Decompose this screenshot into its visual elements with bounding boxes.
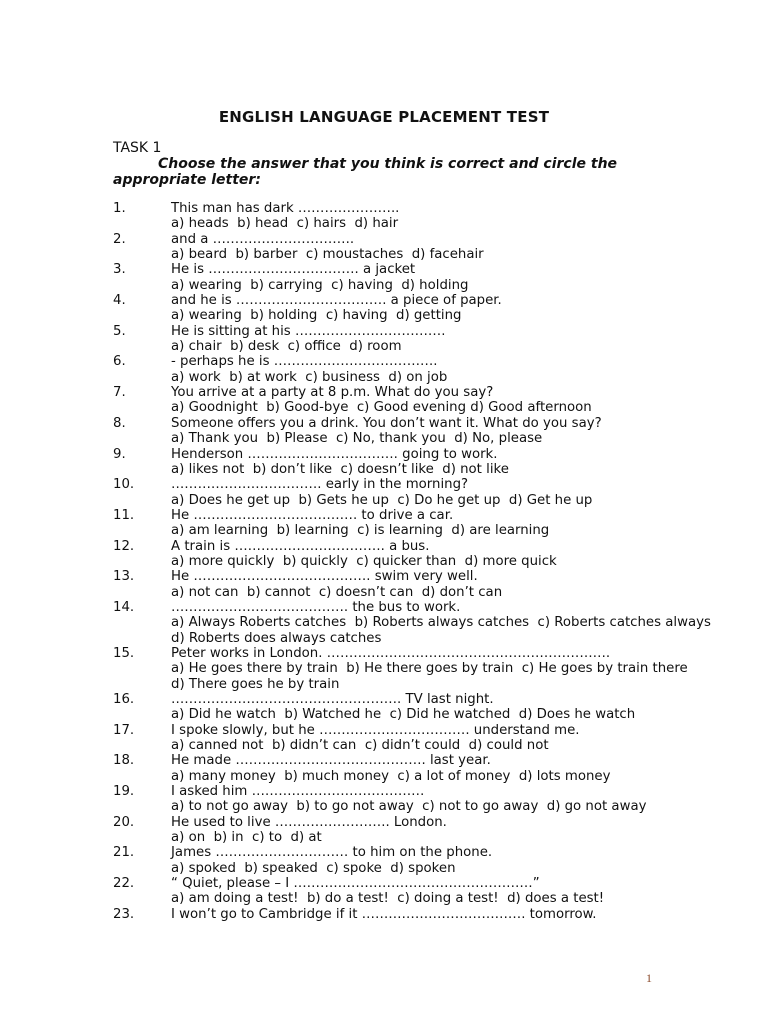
question-body — [171, 416, 713, 447]
question-text: ……………………………. early in the morning? — [171, 477, 469, 493]
question-text: A train is ……………………………. a bus. — [171, 538, 430, 554]
question-item — [113, 201, 713, 232]
question-number: 2. — [113, 231, 126, 247]
task-instructions: Choose the answer that you think is correct and circle the appropriate letter: — [113, 156, 618, 188]
question-body — [171, 723, 713, 754]
answer-options: a) wearing b) carrying c) having d) holding — [171, 277, 469, 293]
answer-options: a) heads b) head c) hairs d) hair — [171, 216, 399, 232]
question-item — [113, 645, 747, 692]
question-item — [113, 907, 713, 922]
answer-options: a) chair b) desk c) office d) room — [171, 339, 402, 355]
answer-options: a) spoked b) speaked c) spoke d) spoken — [171, 860, 456, 876]
answer-options: a) to not go away b) to go not away c) not to go away d) go not away — [171, 799, 647, 815]
answer-options: a) likes not b) don’t like c) doesn’t like d) not like — [171, 461, 509, 477]
question-text: I won’t go to Cambridge if it ………………………………. tomorrow. — [171, 906, 597, 922]
question-number: 10. — [113, 477, 135, 493]
question-body — [171, 599, 720, 646]
question-item — [113, 324, 713, 355]
question-item — [113, 723, 713, 754]
question-text: Peter works in London. ………………………………………………………. — [171, 645, 611, 661]
question-body — [171, 232, 713, 263]
question-body — [171, 569, 713, 600]
question-number: 5. — [113, 323, 126, 339]
question-number: 17. — [113, 722, 135, 738]
question-body — [171, 876, 713, 907]
question-text: This man has dark ………………….. — [171, 201, 400, 216]
question-item — [113, 232, 713, 263]
question-item — [113, 845, 713, 876]
question-item — [113, 753, 713, 784]
question-number: 9. — [113, 446, 126, 462]
question-body — [171, 324, 713, 355]
question-body — [171, 293, 713, 324]
question-body — [171, 262, 713, 293]
answer-options: a) am doing a test! b) do a test! c) doing a test! d) does a test! — [171, 891, 605, 907]
question-body — [171, 907, 713, 922]
question-text: He is ……………………………. a jacket — [171, 262, 416, 278]
page-title: ENGLISH LANGUAGE PLACEMENT TEST — [218, 108, 550, 126]
question-body — [171, 753, 713, 784]
question-number: 3. — [113, 262, 126, 278]
question-number: 19. — [113, 784, 135, 800]
question-body — [171, 784, 713, 815]
question-text: I spoke slowly, but he ……………………………. understand me. — [171, 722, 580, 738]
question-body — [171, 508, 713, 539]
question-text: He made ……………………………………. last year. — [171, 753, 491, 769]
question-number: 16. — [113, 692, 135, 707]
question-number: 6. — [113, 354, 126, 370]
question-item — [113, 599, 720, 646]
question-text: and a ………………………….. — [171, 231, 355, 247]
question-number: 23. — [113, 906, 135, 922]
question-item — [113, 569, 713, 600]
question-body — [171, 354, 713, 385]
question-body — [171, 815, 713, 846]
question-number: 11. — [113, 507, 135, 523]
answer-options: a) beard b) barber c) moustaches d) facehair — [171, 247, 484, 263]
answer-options: a) more quickly b) quickly c) quicker than d) more quick — [171, 553, 557, 569]
question-item — [113, 385, 713, 416]
answer-options: a) Goodnight b) Good-bye c) Good evening d) Good afternoon — [171, 400, 592, 416]
answer-options: a) am learning b) learning c) is learning d) are learning — [171, 523, 550, 539]
question-item — [113, 293, 713, 324]
question-body — [171, 201, 713, 232]
question-item — [113, 354, 713, 385]
question-number: 20. — [113, 814, 135, 830]
question-item — [113, 508, 713, 539]
question-number: 12. — [113, 538, 135, 554]
question-text: and he is ……………………………. a piece of paper. — [171, 293, 502, 309]
question-text: - perhaps he is ………………………………. — [171, 354, 438, 370]
answer-options: a) He goes there by train b) He there goes by train c) He goes by train there d) There goes he by train — [171, 661, 747, 692]
answer-options: a) work b) at work c) business d) on job — [171, 369, 448, 385]
answer-options: a) Thank you b) Please c) No, thank you d) No, please — [171, 431, 543, 447]
question-text: James ………………………… to him on the phone. — [171, 845, 493, 861]
question-text: Someone offers you a drink. You don’t want it. What do you say? — [171, 415, 602, 431]
answer-options: a) Did he watch b) Watched he c) Did he watched d) Does he watch — [171, 707, 636, 723]
question-number: 21. — [113, 845, 135, 861]
task-heading: TASK 1 — [113, 140, 162, 156]
question-list — [113, 201, 747, 922]
answer-options: a) canned not b) didn’t can c) didn’t could d) could not — [171, 738, 549, 754]
question-body — [171, 477, 713, 508]
question-body — [171, 845, 713, 876]
question-item — [113, 539, 713, 570]
question-text: ……………………………………………. TV last night. — [171, 692, 494, 707]
answer-options: a) not can b) cannot c) doesn’t can d) don’t can — [171, 584, 503, 600]
question-item — [113, 416, 713, 447]
question-number: 13. — [113, 569, 135, 585]
answer-options: a) Always Roberts catches b) Roberts always catches c) Roberts catches always d) Roberts does always catches — [171, 615, 720, 646]
question-number: 7. — [113, 385, 126, 401]
question-number: 15. — [113, 645, 135, 661]
question-text: I asked him ………………………………… — [171, 784, 425, 800]
question-text: He used to live …………………….. London. — [171, 814, 447, 830]
question-number: 14. — [113, 599, 135, 615]
question-number: 1. — [113, 201, 126, 216]
question-number: 4. — [113, 293, 126, 309]
answer-options: a) on b) in c) to d) at — [171, 830, 322, 846]
answer-options: a) many money b) much money c) a lot of money d) lots money — [171, 768, 611, 784]
question-number: 22. — [113, 876, 135, 892]
question-text: “ Quiet, please – I ………………………………………………” — [171, 876, 540, 892]
answer-options: a) wearing b) holding c) having d) getting — [171, 308, 462, 324]
question-text: He is sitting at his ……………………………. — [171, 323, 446, 339]
question-text: You arrive at a party at 8 p.m. What do you say? — [171, 385, 494, 401]
question-item — [113, 447, 713, 478]
question-item — [113, 815, 713, 846]
question-item — [113, 262, 713, 293]
question-body — [171, 645, 747, 692]
question-body — [171, 447, 713, 478]
question-body — [171, 385, 713, 416]
question-text: He …………………………………. swim very well. — [171, 569, 478, 585]
question-body — [171, 692, 713, 723]
question-item — [113, 784, 713, 815]
page-number: 1 — [646, 971, 652, 985]
answer-options: a) Does he get up b) Gets he up c) Do he get up d) Get he up — [171, 492, 593, 508]
question-text: He ………………………………. to drive a car. — [171, 507, 454, 523]
question-body — [171, 539, 713, 570]
question-text: …………………………………. the bus to work. — [171, 599, 461, 615]
question-item — [113, 876, 713, 907]
question-item — [113, 692, 713, 723]
question-number: 8. — [113, 415, 126, 431]
question-text: Henderson ……………………………. going to work. — [171, 446, 498, 462]
question-number: 18. — [113, 753, 135, 769]
question-item — [113, 477, 713, 508]
